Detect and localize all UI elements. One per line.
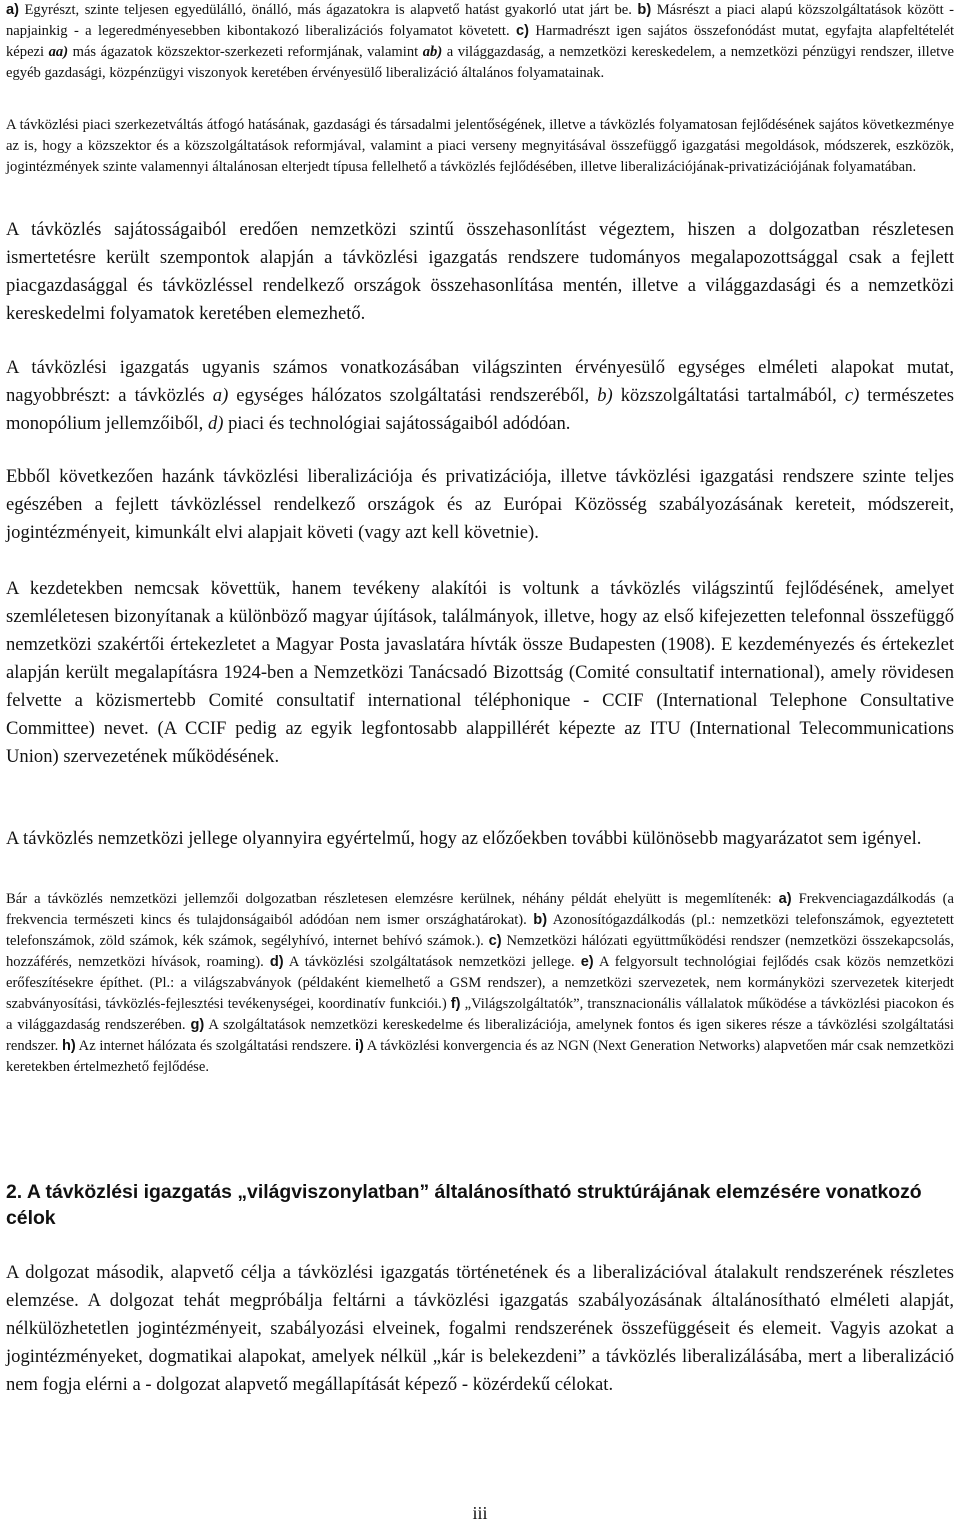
paragraph-second-goal: A dolgozat második, alapvető célja a távközlési igazgatás történetének és a liberalizációval átalakult rendszerének részletes elemzése. A dolgozat tehát megpróbálja feltárni a távközlési igazgatás szabályozásának általánosítható elméleti alapját, nélkülözhetetlen jogintézményeit, szabályozási elveinek, fogalmi rendszerének összefüggéseit és elemeit. Vagyis azokat a jogintézményeket, dogmatikai alapokat, amelyek nélkül „kár is belekezdeni” a távközlés liberalizálásába, mert a liberalizáció nem fogja elérni a - dolgozat alapvető megállapítását képező - közérdekű célokat.	[6, 1262, 954, 1395]
list-marker-b: b)	[597, 385, 613, 406]
list-marker-h: h)	[61, 1038, 76, 1054]
text-a: Egyrészt, szinte teljesen egyedülálló, önálló, más ágazatokra is alapvető hatást gyakorló utat járt be.	[18, 2, 638, 18]
page-number: iii	[472, 1503, 488, 1523]
list-marker-c: c)	[516, 23, 529, 39]
paragraph-intro-features	[6, 0, 954, 84]
list-marker-a: a)	[778, 891, 792, 907]
list-marker-i: i)	[354, 1038, 364, 1054]
text-c: Harmadrészt igen sajátos összefonódást mutat, egyfajta alapfeltételét képezi	[6, 23, 954, 60]
text-ab: a világgazdaság, a nemzetközi kereskedelem, a nemzetközi pénzügyi rendszer, illetve egyéb gazdasági, közpénzügyi viszonyok keretében érvényesülő liberalizáció általános folyamatainak.	[6, 44, 954, 81]
list-marker-d: d)	[269, 954, 284, 970]
paragraph-examples: Bár a távközlés nemzetközi jellemzői dolgozatban részletesen elemzésre kerülnek, néhány példát ehelyütt is megemlítenék: a) Frekvenciagazdálkodás (a frekvencia természeti kincs és tulajdonságaiból adódóan nem ismer országhatárokat). b) Azonosítógazdálkodás (pl.: nemzetközi telefonszámok, egyeztetett telefonszámok, zöld számok, kék számok, segélyhívó, internet behívó számok.). c) Nemzetközi hálózati együttműködési rendszer (nemzetközi összekapcsolás, hozzáférés, nemzetközi hívások, roaming). d) A távközlési szolgáltatások nemzetközi jellege. e) A felgyorsult technológiai fejlődés csak közös nemzetközi erőfeszítésekre építhet. (Pl.: a világszabványok (példaként kiemelhető a GSM rendszer), a nemzetközi szervezetek, nem kormányközi szervezetek kiterjedt szabványosítási, távközlés-fejlesztési tevékenységei, koordinatív funkciói.) f) „Világszolgáltatók”, transznacionális vállalatok működése a távközlési piacokon és a világgazdaság rendszerében. g) A szolgáltatások nemzetközi kereskedelme és liberalizációja, amelynek fontos és igen sikeres része a távközlési szolgáltatási rendszer. h) Az internet hálózata és szolgáltatási rendszere. i) A távközlési konvergencia és az NGN (Next Generation Networks) alapvetően már csak nemzetközi keretekben értelmezhető fejlődése.	[6, 891, 955, 1075]
paragraph-history: A kezdetekben nemcsak követtük, hanem tevékeny alakítói is voltunk a távközlés világszintű fejlődésének, amelyet szemléletesen bizonyítanak a különböző magyar újítások, találmányok, illetve, hogy az első kifejezetten telefonnal összefüggő nemzetközi szakértői értekezletet a Magyar Posta javaslatára hívták össze Budapesten (1908). E kezdeményezés és értekezlet alapján került megalapításra 1924-ben a Nemzetközi Tanácsadó Bizottság (Comité consultatif international), amely rövidesen felvette a közismertebb Comité consultatif international téléphonique - CCIF (International Telephone Consultative Committee) nevet. (A CCIF pedig az egyik legfontosabb alappillérét képezte az ITU (International Telecommunications Union) szervezetének működésének.	[6, 578, 954, 767]
section-heading: 2. A távközlési igazgatás „világviszonylatban” általánosítható struktúrájának elemzésére vonatkozó célok	[6, 1181, 922, 1229]
list-marker-d: d)	[207, 413, 224, 434]
list-marker-b: b)	[533, 912, 548, 928]
paragraph-hungarian-liberalization: Ebből következően hazánk távközlési liberalizációja és privatizációja, illetve távközlési igazgatási rendszere szinte teljes egészében a fejlett távközléssel rendelkező országok és az Európai Közösség szabályozásának kereteit, módszereit, jogintézményeit, kimunkált elvi alapjait követi (vagy azt kell követnie).	[6, 466, 954, 543]
paragraph-market-change: A távközlési piaci szerkezetváltás átfogó hatásának, gazdasági és társadalmi jelentőségének, illetve a távközlés folyamatosan fejlődésének sajátos következménye az is, hogy a közszektor és a közszolgáltatások reformjával, valamint a piaci verseny megnyitásával összefüggő igazgatási megoldások, módszerek, eszközök, jogintézmények szinte valamennyi általánosan elterjedt típusa fellelhető a távközlés fejlődésében, illetve liberalizációjának-privatizációjának folyamatában.	[6, 117, 954, 175]
list-marker-a: a)	[212, 385, 229, 406]
list-marker-g: g)	[190, 1017, 205, 1033]
list-marker-f: f)	[450, 996, 461, 1012]
paragraph-international-nature: A távközlés nemzetközi jellege olyannyira egyértelmű, hogy az előzőekben további különösebb magyarázatot sem igényel.	[6, 828, 922, 849]
text-b: Másrészt a piaci alapú közszolgáltatások között - napjainkig - a legeredményesebben kibontakozó liberalizációs folyamatot követett.	[6, 2, 954, 39]
list-marker-c: c)	[488, 933, 502, 949]
text-aa: más ágazatok közszektor-szerkezeti reformjának, valamint	[68, 44, 423, 60]
paragraph-international-comparison: A távközlés sajátosságaiból eredően nemzetközi szintű összehasonlítást végeztem, hiszen a dolgozatban részletesen ismertetésre került szempontok alapján a távközlési igazgatás rendszere tudományos megalapozottsággal csak a fejlett piacgazdasággal és távközléssel rendelkező országok összehasonlítása mentén, illetve a világgazdasági és a nemzetközi kereskedelmi folyamatok keretében elemezhető.	[6, 219, 954, 324]
list-marker-e: e)	[580, 954, 594, 970]
list-marker-aa: aa)	[48, 44, 69, 60]
list-marker-ab: ab)	[422, 44, 443, 60]
list-marker-b: b)	[637, 2, 652, 18]
list-marker-a: a)	[6, 2, 19, 18]
list-marker-c: c)	[844, 385, 860, 406]
paragraph-theoretical-basis: A távközlési igazgatás ugyanis számos vonatkozásában világszinten érvényesülő egységes elméleti alapokat mutat, nagyobbrészt: a távközlés a) egységes hálózatos szolgáltatási rendszeréből, b) közszolgáltatási tartalmából, c) természetes monopólium jellemzőiből, d) piaci és technológiai sajátosságaiból adódóan.	[6, 357, 954, 434]
